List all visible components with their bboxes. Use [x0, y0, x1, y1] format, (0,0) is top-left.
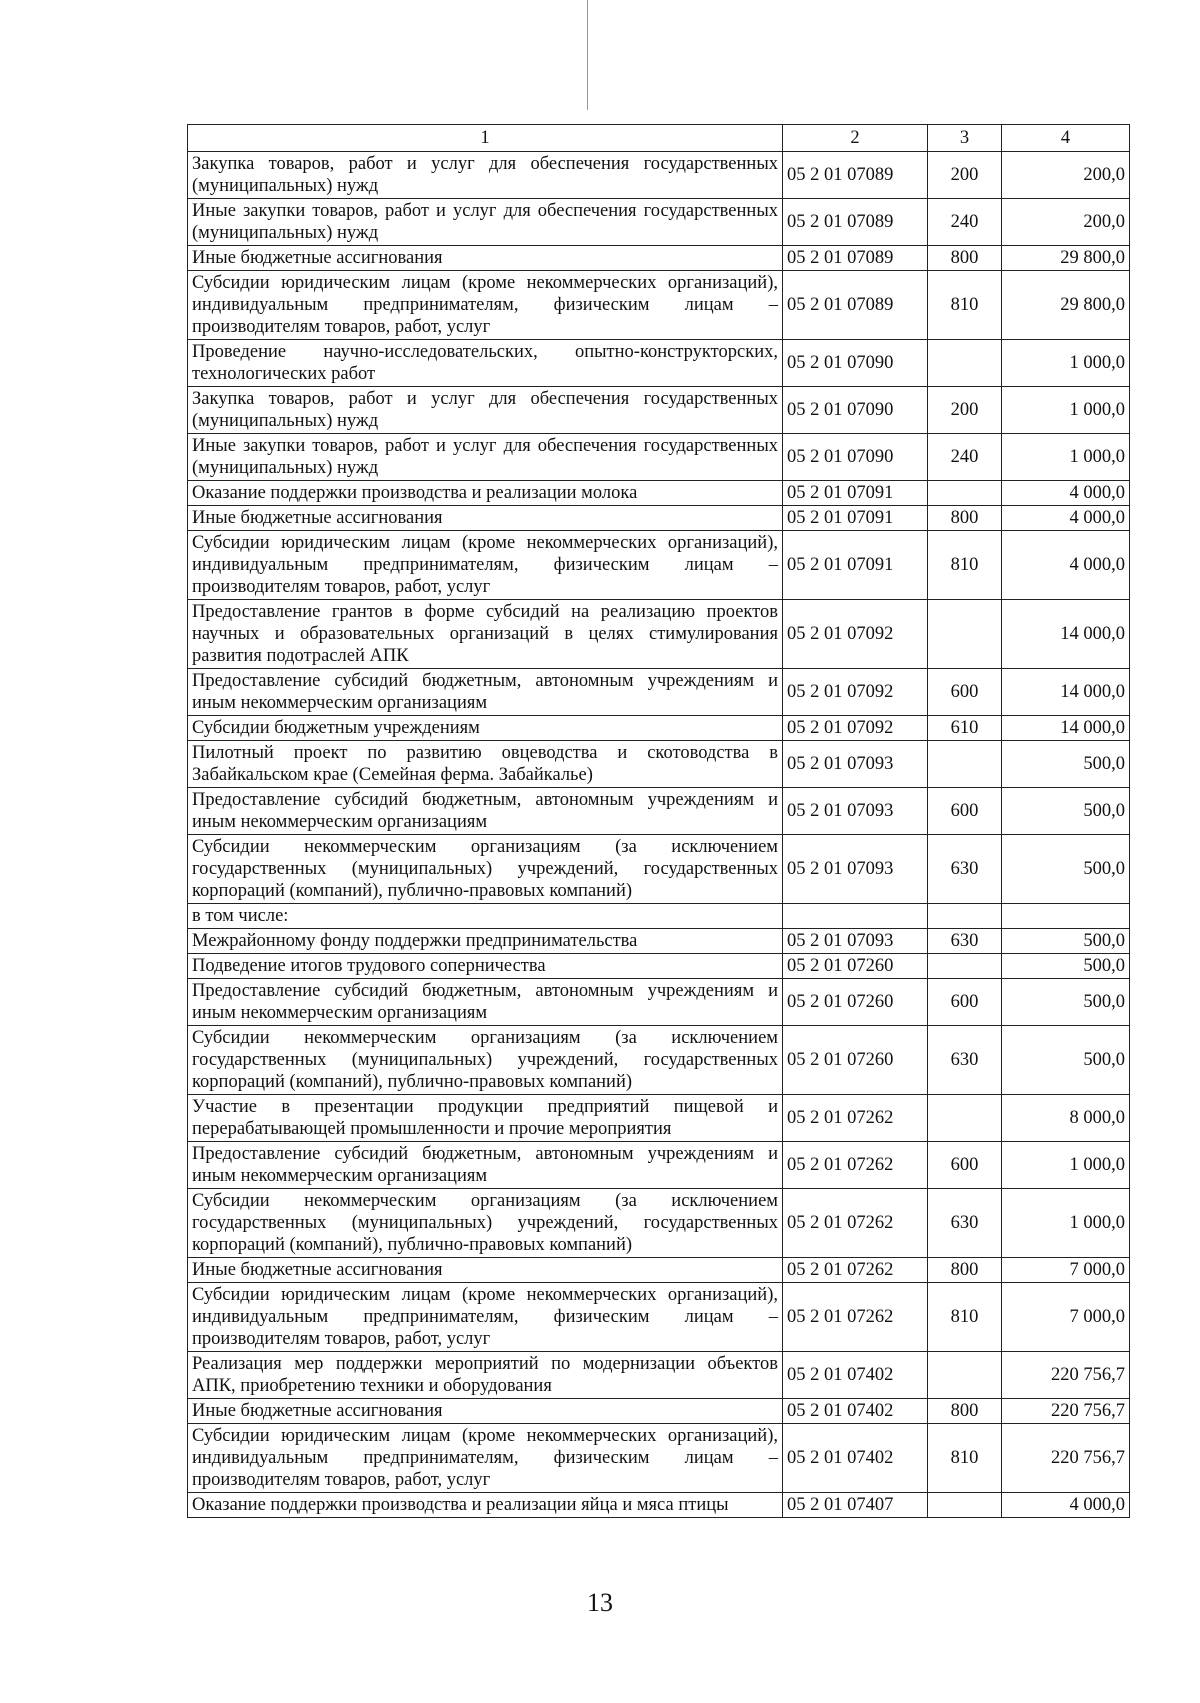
row-amount-cell: 500,0	[1002, 979, 1130, 1026]
row-name-cell: Участие в презентации продукции предприятий пищевой и перерабатывающей промышленности и прочие мероприятия	[188, 1095, 783, 1142]
row-type-cell: 600	[928, 979, 1002, 1026]
row-amount-cell: 220 756,7	[1002, 1424, 1130, 1493]
row-type-cell	[928, 1352, 1002, 1399]
row-amount-cell: 7 000,0	[1002, 1258, 1130, 1283]
row-code-cell: 05 2 01 07262	[783, 1095, 928, 1142]
row-amount-cell	[1002, 904, 1130, 929]
table-row	[188, 1399, 1130, 1424]
table-row	[188, 1189, 1130, 1258]
row-type-cell: 610	[928, 716, 1002, 741]
page-number: 13	[587, 1588, 613, 1617]
row-amount-cell: 1 000,0	[1002, 1142, 1130, 1189]
row-name-cell: Субсидии юридическим лицам (кроме некоммерческих организаций), индивидуальным предпринимателям, физическим лицам – производителям товаров, работ, услуг	[188, 271, 783, 340]
row-name-cell: Предоставление грантов в форме субсидий на реализацию проектов научных и образовательных организаций в целях стимулирования развития подотраслей АПК	[188, 600, 783, 669]
row-code-cell: 05 2 01 07093	[783, 741, 928, 788]
row-code-cell: 05 2 01 07093	[783, 788, 928, 835]
row-type-cell	[928, 481, 1002, 506]
row-amount-cell: 4 000,0	[1002, 531, 1130, 600]
row-name-cell: Предоставление субсидий бюджетным, автономным учреждениям и иным некоммерческим организациям	[188, 669, 783, 716]
row-type-cell: 800	[928, 1399, 1002, 1424]
row-name-cell: Иные бюджетные ассигнования	[188, 1399, 783, 1424]
row-name-cell: Субсидии юридическим лицам (кроме некоммерческих организаций), индивидуальным предпринимателям, физическим лицам – производителям товаров, работ, услуг	[188, 1283, 783, 1352]
table-row	[188, 387, 1130, 434]
row-code-cell: 05 2 01 07090	[783, 340, 928, 387]
budget-table-body	[188, 125, 1130, 1518]
row-type-cell: 200	[928, 387, 1002, 434]
row-amount-cell: 14 000,0	[1002, 669, 1130, 716]
row-name-cell: Предоставление субсидий бюджетным, автономным учреждениям и иным некоммерческим организациям	[188, 788, 783, 835]
row-type-cell: 630	[928, 1189, 1002, 1258]
row-type-cell: 630	[928, 1026, 1002, 1095]
row-code-cell	[783, 904, 928, 929]
row-type-cell: 600	[928, 788, 1002, 835]
row-type-cell: 240	[928, 434, 1002, 481]
row-type-cell: 810	[928, 1424, 1002, 1493]
table-row	[188, 1258, 1130, 1283]
row-type-cell	[928, 1095, 1002, 1142]
row-amount-cell: 500,0	[1002, 929, 1130, 954]
row-code-cell: 05 2 01 07092	[783, 600, 928, 669]
row-amount-cell: 1 000,0	[1002, 1189, 1130, 1258]
table-row	[188, 506, 1130, 531]
row-amount-cell: 220 756,7	[1002, 1352, 1130, 1399]
table-row	[188, 1142, 1130, 1189]
table-header-row	[188, 125, 1130, 152]
row-amount-cell: 500,0	[1002, 954, 1130, 979]
table-row	[188, 271, 1130, 340]
row-code-cell: 05 2 01 07093	[783, 835, 928, 904]
row-name-cell: Закупка товаров, работ и услуг для обеспечения государственных (муниципальных) нужд	[188, 387, 783, 434]
row-type-cell: 240	[928, 199, 1002, 246]
row-type-cell: 800	[928, 506, 1002, 531]
row-code-cell: 05 2 01 07091	[783, 531, 928, 600]
row-type-cell: 630	[928, 929, 1002, 954]
table-row	[188, 199, 1130, 246]
table-row	[188, 929, 1130, 954]
scan-artifact-line	[587, 0, 588, 110]
table-row	[188, 835, 1130, 904]
row-name-cell: Иные бюджетные ассигнования	[188, 246, 783, 271]
row-name-cell: Проведение научно-исследовательских, опытно-конструкторских, технологических работ	[188, 340, 783, 387]
row-type-cell: 800	[928, 1258, 1002, 1283]
row-type-cell	[928, 1493, 1002, 1518]
table-row	[188, 1424, 1130, 1493]
row-amount-cell: 200,0	[1002, 152, 1130, 199]
row-name-cell: Пилотный проект по развитию овцеводства и скотоводства в Забайкальском крае (Семейная ферма. Забайкалье)	[188, 741, 783, 788]
row-amount-cell: 29 800,0	[1002, 246, 1130, 271]
row-name-cell: Подведение итогов трудового соперничества	[188, 954, 783, 979]
row-code-cell: 05 2 01 07402	[783, 1424, 928, 1493]
row-type-cell	[928, 340, 1002, 387]
table-row	[188, 716, 1130, 741]
row-amount-cell: 8 000,0	[1002, 1095, 1130, 1142]
row-amount-cell: 200,0	[1002, 199, 1130, 246]
row-amount-cell: 7 000,0	[1002, 1283, 1130, 1352]
row-code-cell: 05 2 01 07402	[783, 1352, 928, 1399]
row-amount-cell: 1 000,0	[1002, 387, 1130, 434]
row-amount-cell: 500,0	[1002, 788, 1130, 835]
table-row	[188, 1352, 1130, 1399]
row-amount-cell: 29 800,0	[1002, 271, 1130, 340]
table-row	[188, 788, 1130, 835]
row-name-cell: Межрайонному фонду поддержки предпринимательства	[188, 929, 783, 954]
row-amount-cell: 500,0	[1002, 741, 1130, 788]
table-row	[188, 1493, 1130, 1518]
row-code-cell: 05 2 01 07402	[783, 1399, 928, 1424]
header-col-1: 1	[188, 125, 783, 152]
table-row	[188, 152, 1130, 199]
table-row	[188, 1026, 1130, 1095]
row-type-cell	[928, 741, 1002, 788]
row-code-cell: 05 2 01 07260	[783, 979, 928, 1026]
table-row	[188, 600, 1130, 669]
row-name-cell: Субсидии бюджетным учреждениям	[188, 716, 783, 741]
row-name-cell: Иные бюджетные ассигнования	[188, 1258, 783, 1283]
row-amount-cell: 14 000,0	[1002, 716, 1130, 741]
row-name-cell: Субсидии юридическим лицам (кроме некоммерческих организаций), индивидуальным предпринимателям, физическим лицам – производителям товаров, работ, услуг	[188, 1424, 783, 1493]
row-code-cell: 05 2 01 07407	[783, 1493, 928, 1518]
table-row	[188, 669, 1130, 716]
row-name-cell: Реализация мер поддержки мероприятий по модернизации объектов АПК, приобретению техники и оборудования	[188, 1352, 783, 1399]
row-code-cell: 05 2 01 07093	[783, 929, 928, 954]
row-code-cell: 05 2 01 07090	[783, 434, 928, 481]
row-name-cell: Предоставление субсидий бюджетным, автономным учреждениям и иным некоммерческим организациям	[188, 1142, 783, 1189]
row-name-cell: Субсидии некоммерческим организациям (за исключением государственных (муниципальных) учреждений, государственных корпораций (компаний), публично-правовых компаний)	[188, 1189, 783, 1258]
row-amount-cell: 500,0	[1002, 835, 1130, 904]
row-name-cell: Предоставление субсидий бюджетным, автономным учреждениям и иным некоммерческим организациям	[188, 979, 783, 1026]
header-col-2: 2	[783, 125, 928, 152]
row-type-cell: 810	[928, 271, 1002, 340]
table-row	[188, 979, 1130, 1026]
row-type-cell: 810	[928, 531, 1002, 600]
table-row	[188, 1283, 1130, 1352]
row-amount-cell: 4 000,0	[1002, 506, 1130, 531]
table-row	[188, 246, 1130, 271]
row-name-cell: Оказание поддержки производства и реализации молока	[188, 481, 783, 506]
row-type-cell	[928, 904, 1002, 929]
row-type-cell	[928, 600, 1002, 669]
table-row	[188, 481, 1130, 506]
row-code-cell: 05 2 01 07089	[783, 246, 928, 271]
row-code-cell: 05 2 01 07091	[783, 506, 928, 531]
row-amount-cell: 1 000,0	[1002, 340, 1130, 387]
table-row	[188, 1095, 1130, 1142]
row-code-cell: 05 2 01 07260	[783, 1026, 928, 1095]
table-row	[188, 531, 1130, 600]
table-row	[188, 340, 1130, 387]
row-type-cell: 200	[928, 152, 1002, 199]
row-name-cell: Закупка товаров, работ и услуг для обеспечения государственных (муниципальных) нужд	[188, 152, 783, 199]
row-code-cell: 05 2 01 07089	[783, 199, 928, 246]
header-col-4: 4	[1002, 125, 1130, 152]
row-amount-cell: 4 000,0	[1002, 481, 1130, 506]
table-row	[188, 741, 1130, 788]
row-name-cell: Иные закупки товаров, работ и услуг для обеспечения государственных (муниципальных) нужд	[188, 199, 783, 246]
row-code-cell: 05 2 01 07089	[783, 271, 928, 340]
row-name-cell: Иные закупки товаров, работ и услуг для обеспечения государственных (муниципальных) нужд	[188, 434, 783, 481]
row-name-cell: Субсидии некоммерческим организациям (за исключением государственных (муниципальных) учреждений, государственных корпораций (компаний), публично-правовых компаний)	[188, 835, 783, 904]
table-row	[188, 954, 1130, 979]
header-col-3: 3	[928, 125, 1002, 152]
row-code-cell: 05 2 01 07089	[783, 152, 928, 199]
row-name-cell: в том числе:	[188, 904, 783, 929]
row-code-cell: 05 2 01 07262	[783, 1283, 928, 1352]
row-code-cell: 05 2 01 07092	[783, 669, 928, 716]
row-type-cell: 600	[928, 669, 1002, 716]
row-type-cell: 810	[928, 1283, 1002, 1352]
row-name-cell: Субсидии юридическим лицам (кроме некоммерческих организаций), индивидуальным предпринимателям, физическим лицам – производителям товаров, работ, услуг	[188, 531, 783, 600]
row-code-cell: 05 2 01 07090	[783, 387, 928, 434]
row-type-cell	[928, 954, 1002, 979]
row-type-cell: 600	[928, 1142, 1002, 1189]
row-code-cell: 05 2 01 07091	[783, 481, 928, 506]
row-type-cell: 800	[928, 246, 1002, 271]
table-row	[188, 434, 1130, 481]
row-amount-cell: 4 000,0	[1002, 1493, 1130, 1518]
row-name-cell: Оказание поддержки производства и реализации яйца и мяса птицы	[188, 1493, 783, 1518]
row-amount-cell: 1 000,0	[1002, 434, 1130, 481]
row-code-cell: 05 2 01 07262	[783, 1189, 928, 1258]
row-code-cell: 05 2 01 07262	[783, 1258, 928, 1283]
row-amount-cell: 14 000,0	[1002, 600, 1130, 669]
row-type-cell: 630	[928, 835, 1002, 904]
table-row	[188, 904, 1130, 929]
row-amount-cell: 220 756,7	[1002, 1399, 1130, 1424]
row-code-cell: 05 2 01 07092	[783, 716, 928, 741]
row-name-cell: Субсидии некоммерческим организациям (за исключением государственных (муниципальных) учреждений, государственных корпораций (компаний), публично-правовых компаний)	[188, 1026, 783, 1095]
row-name-cell: Иные бюджетные ассигнования	[188, 506, 783, 531]
row-code-cell: 05 2 01 07262	[783, 1142, 928, 1189]
row-amount-cell: 500,0	[1002, 1026, 1130, 1095]
row-code-cell: 05 2 01 07260	[783, 954, 928, 979]
budget-table	[187, 124, 1130, 1518]
